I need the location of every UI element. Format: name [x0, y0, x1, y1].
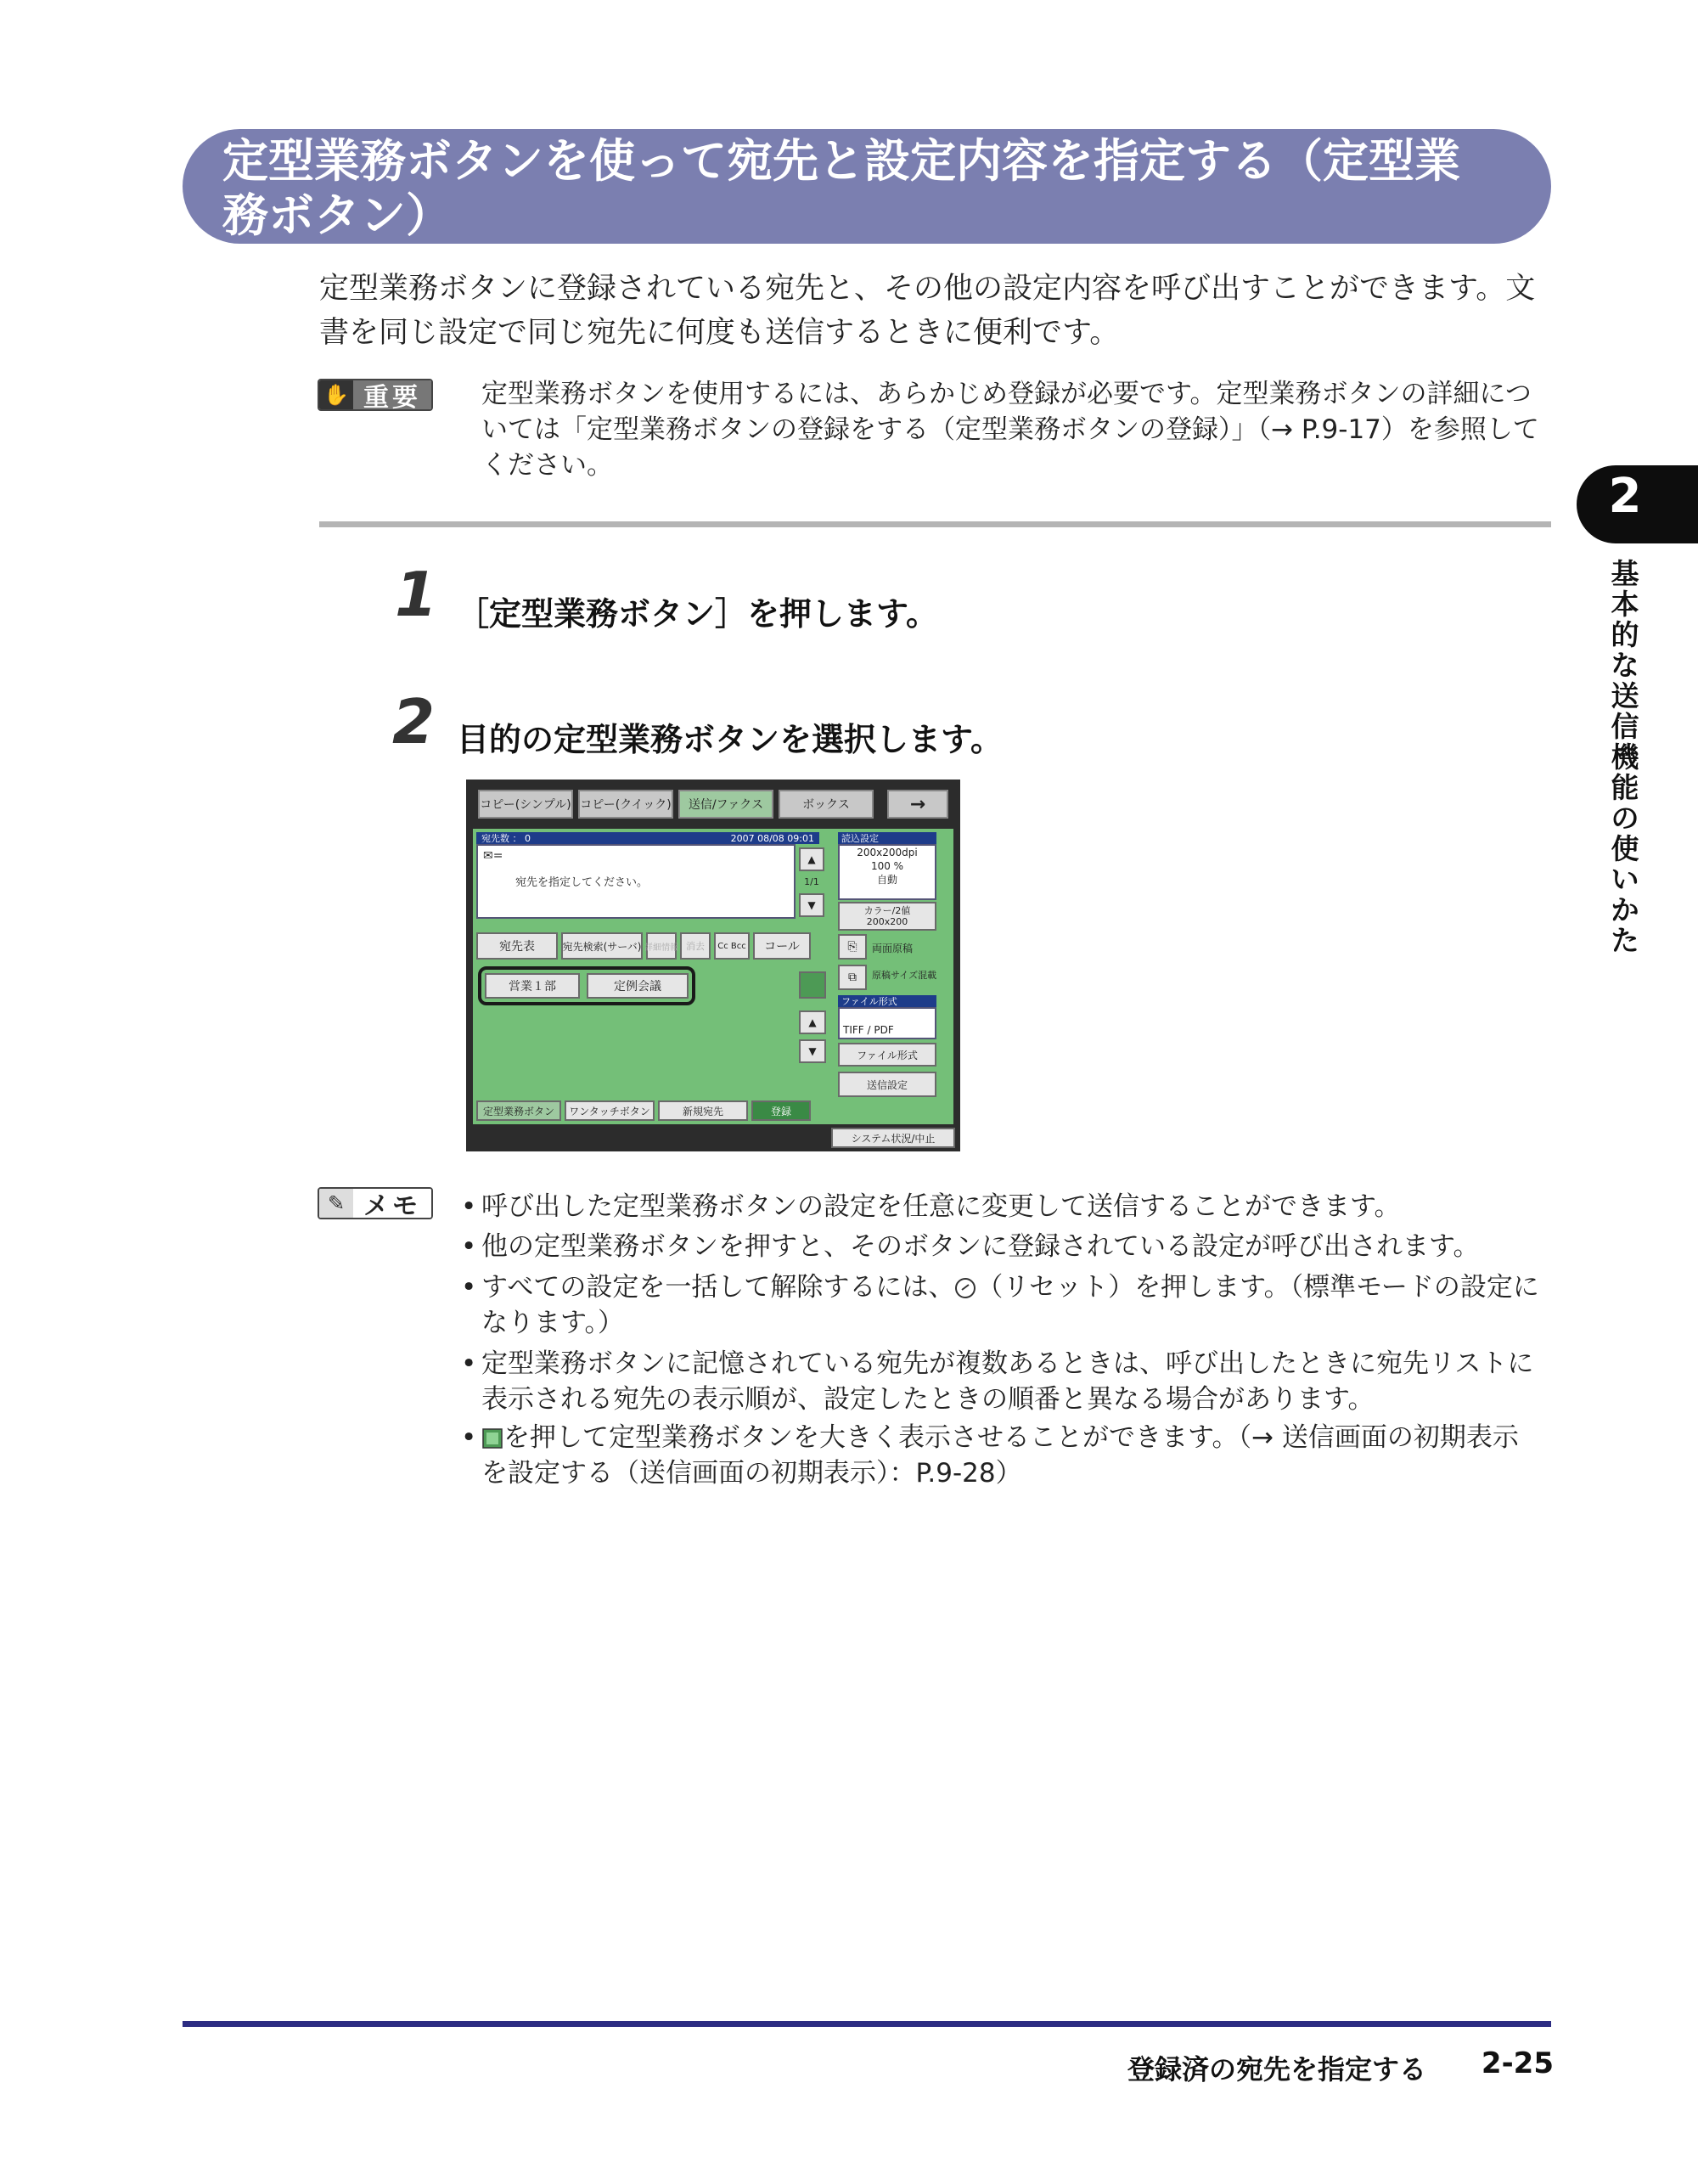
important-badge [318, 379, 433, 411]
file-format-value: TIFF / PDF [838, 1007, 936, 1039]
section-divider [319, 521, 1551, 527]
step-2-text: 目的の定型業務ボタンを選択します。 [457, 721, 1003, 758]
scroll-up-button[interactable]: ▲ [799, 847, 824, 871]
tab-copy-quick[interactable]: コピー(クイック) [578, 790, 673, 819]
memo-item-2: • 他の定型業務ボタンを押すと、そのボタンに登録されている設定が呼び出されます。 [461, 1231, 1480, 1262]
memo-item-5: • を押して定型業務ボタンを大きく表示させることができます。（→ 送信画面の初期表示 を設定する（送信画面の初期表示）：P.9-28） [461, 1422, 1519, 1489]
title-line-1: 定型業務ボタンを使って宛先と設定内容を指定する（定型業 [222, 134, 1460, 188]
file-format-header: ファイル形式 [838, 995, 936, 1007]
mixed-size-icon[interactable]: ⧉ [838, 965, 867, 990]
status-bar [476, 832, 819, 844]
destination-prompt: 宛先を指定してください。 [515, 876, 649, 889]
memo-item-3: • すべての設定を一括して解除するには、 （リセット）を押します。（標準モードの設定に なります。） [461, 1272, 1539, 1338]
intro-line-1: 定型業務ボタンに登録されている宛先と、その他の設定内容を呼び出すことができます。文 [319, 272, 1536, 306]
tab-favorites[interactable]: 定型業務ボタン [476, 1100, 561, 1121]
call-button[interactable]: コール [753, 932, 811, 960]
page-counter: 1/1 [804, 876, 819, 887]
color-mode-button[interactable]: カラー/2値 200x200 [838, 902, 936, 931]
important-line-3: ください。 [481, 450, 613, 481]
footer-section-title: 登録済の宛先を指定する [1127, 2053, 1426, 2085]
mixed-size-label: 原稿サイズ混載 [872, 970, 937, 981]
send-settings-button[interactable]: 送信設定 [838, 1072, 936, 1097]
tab-one-touch[interactable]: ワンタッチボタン [565, 1100, 655, 1121]
zoom-value: 100 % [870, 860, 904, 872]
destination-icon: ✉= [483, 849, 503, 863]
step-2-number: 2 [392, 686, 436, 757]
chapter-title: 基本的な送信機能の使いかた [1611, 557, 1639, 957]
destination-panel [476, 844, 796, 919]
intro-paragraph [319, 267, 1555, 355]
important-note [481, 376, 1553, 483]
enlarge-display-icon [481, 1423, 503, 1445]
resolution-value: 200x200dpi [857, 847, 918, 858]
duplex-icon[interactable]: ⎘ [838, 934, 867, 960]
footer-rule [183, 2021, 1551, 2027]
erase-button[interactable]: 消去 [680, 932, 711, 960]
reset-icon [954, 1273, 976, 1295]
hand-icon: ✋ [319, 380, 353, 409]
step-1-number: 1 [395, 559, 438, 630]
zoom-mode: 自動 [876, 874, 897, 886]
title-line-2: 務ボタン） [222, 189, 452, 242]
memo-badge [318, 1187, 433, 1219]
favorite-button-regular-meeting[interactable]: 定例会議 [587, 973, 689, 999]
chapter-number: 2 [1608, 469, 1642, 524]
important-line-1: 定型業務ボタンを使用するには、あらかじめ登録が必要です。定型業務ボタンの詳細につ [481, 379, 1532, 409]
step-1-text: ［定型業務ボタン］を押します。 [457, 595, 938, 633]
read-settings-panel[interactable] [838, 844, 936, 900]
memo-item-1: • 呼び出した定型業務ボタンの設定を任意に変更して送信することができます。 [461, 1191, 1401, 1222]
file-format-button[interactable]: ファイル形式 [838, 1043, 936, 1067]
tab-new-destination[interactable]: 新規宛先 [658, 1100, 748, 1121]
duplex-label: 両面原稿 [872, 943, 914, 954]
memo-item-4: • 定型業務ボタンに記憶されている宛先が複数あるときは、呼び出したときに宛先リストに 表示される宛先の表示順が、設定したときの順番と異なる場合があります。 [461, 1348, 1534, 1415]
read-settings-header: 読込設定 [838, 832, 936, 844]
important-line-2: いては「定型業務ボタンの登録をする（定型業務ボタンの登録）」（→ P.9-17）を参照して [481, 414, 1539, 445]
intro-line-2: 書を同じ設定で同じ宛先に何度も送信するときに便利です。 [319, 316, 1120, 350]
favorites-scroll-down[interactable]: ▼ [799, 1039, 826, 1063]
register-button[interactable]: 登録 [751, 1100, 811, 1121]
tab-box[interactable]: ボックス [779, 790, 874, 819]
scroll-down-button[interactable]: ▼ [799, 893, 824, 917]
memo-label: メモ [353, 1189, 431, 1218]
important-label: 重要 [353, 380, 431, 409]
tab-send-fax[interactable]: 送信/ファクス [678, 790, 773, 819]
datetime: 2007 08/08 09:01 [730, 832, 814, 844]
address-book-button[interactable]: 宛先表 [476, 932, 558, 960]
page-title [222, 134, 1513, 243]
address-search-button[interactable]: 宛先検索(サーバ) [561, 932, 643, 960]
detail-info-button[interactable]: 詳細情報 [646, 932, 677, 960]
page-number: 2-25 [1481, 2046, 1554, 2080]
favorites-scroll-up[interactable]: ▲ [799, 1010, 826, 1034]
device-screen [466, 780, 960, 1151]
pencil-icon: ✎ [319, 1189, 353, 1218]
system-status-button[interactable]: システム状況/中止 [831, 1128, 955, 1148]
cc-bcc-button[interactable]: Cc Bcc [714, 932, 750, 960]
enlarge-display-icon[interactable] [799, 971, 826, 999]
tab-copy-simple[interactable]: コピー(シンプル) [478, 790, 573, 819]
destination-count: 宛先数 ： 0 [481, 833, 531, 844]
favorite-button-sales-1[interactable]: 営業１部 [485, 973, 580, 999]
tab-next-arrow[interactable]: → [887, 790, 948, 819]
